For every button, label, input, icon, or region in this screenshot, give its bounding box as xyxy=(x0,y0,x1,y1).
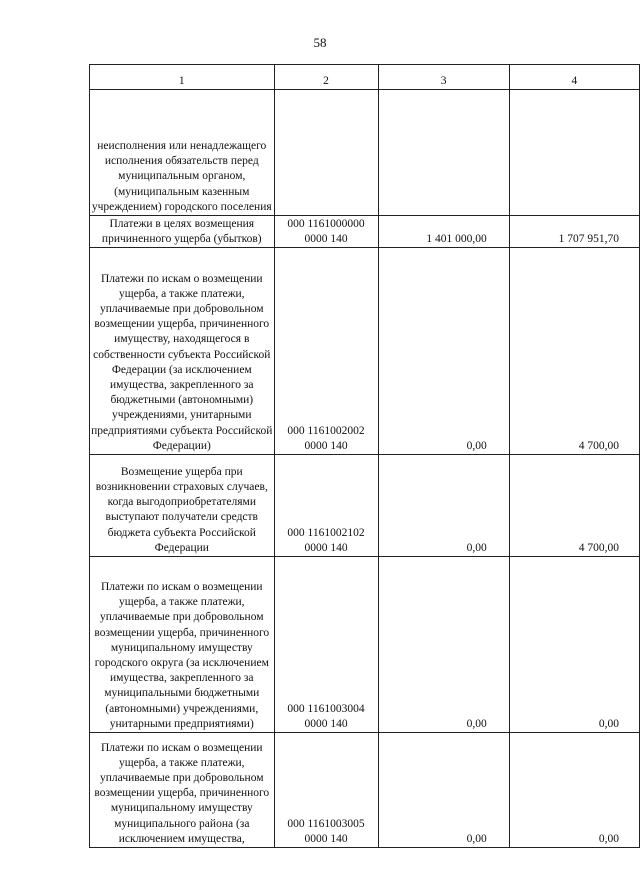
row-name: Платежи по искам о возмещении ущерба, а также платежи, уплачиваемые при добровольном возмещении ущерба, причиненного имуществу, находящегося в собственности субъекта Российской Федерации (за исключением имущества, закрепленного за бюджетными (автономными) учреждениями, унитарными предприятиями субъекта Российской Федерации) xyxy=(90,248,275,455)
row-name: Платежи по искам о возмещении ущерба, а также платежи, уплачиваемые при добровольном возмещении ущерба, причиненного муниципальному имуществу муниципального района (за исключением имущества, xyxy=(90,733,275,848)
row-fact: 1 707 951,70 xyxy=(509,216,639,248)
column-header: 3 xyxy=(378,65,509,90)
row-plan: 0,00 xyxy=(378,248,509,455)
row-plan: 0,00 xyxy=(378,557,509,733)
column-header: 2 xyxy=(274,65,378,90)
row-code xyxy=(274,90,378,216)
row-code: 000 1161002002 0000 140 xyxy=(274,248,378,455)
table-row xyxy=(90,455,640,557)
row-plan xyxy=(378,90,509,216)
table-row xyxy=(90,248,640,455)
row-fact: 0,00 xyxy=(509,557,639,733)
row-plan: 0,00 xyxy=(378,733,509,848)
row-name: неисполнения или ненадлежащего исполнения обязательств перед муниципальным органом, (муниципальным казенным учреждением) городского поселения xyxy=(90,90,275,216)
row-fact xyxy=(509,90,639,216)
row-code: 000 1161003004 0000 140 xyxy=(274,557,378,733)
row-name: Платежи в целях возмещения причиненного ущерба (убытков) xyxy=(90,216,275,248)
table-row xyxy=(90,733,640,848)
row-code: 000 1161002102 0000 140 xyxy=(274,455,378,557)
row-fact: 4 700,00 xyxy=(509,455,639,557)
table-header-row xyxy=(90,65,640,90)
row-plan: 0,00 xyxy=(378,455,509,557)
row-code: 000 1161003005 0000 140 xyxy=(274,733,378,848)
table-row xyxy=(90,557,640,733)
row-plan: 1 401 000,00 xyxy=(378,216,509,248)
budget-table xyxy=(89,64,640,848)
table-row xyxy=(90,90,640,216)
row-name: Возмещение ущерба при возникновении страховых случаев, когда выгодоприобретателями выступают получатели средств бюджета субъекта Российской Федерации xyxy=(90,455,275,557)
column-header: 1 xyxy=(90,65,275,90)
row-fact: 4 700,00 xyxy=(509,248,639,455)
row-fact: 0,00 xyxy=(509,733,639,848)
row-code: 000 1161000000 0000 140 xyxy=(274,216,378,248)
row-name: Платежи по искам о возмещении ущерба, а также платежи, уплачиваемые при добровольном возмещении ущерба, причиненного муниципальному имуществу городского округа (за исключением имущества, закрепленного за муниципальными бюджетными (автономными) учреждениями, унитарными предприятиями) xyxy=(90,557,275,733)
column-header: 4 xyxy=(509,65,639,90)
table-row xyxy=(90,216,640,248)
page-number: 58 xyxy=(313,35,327,50)
